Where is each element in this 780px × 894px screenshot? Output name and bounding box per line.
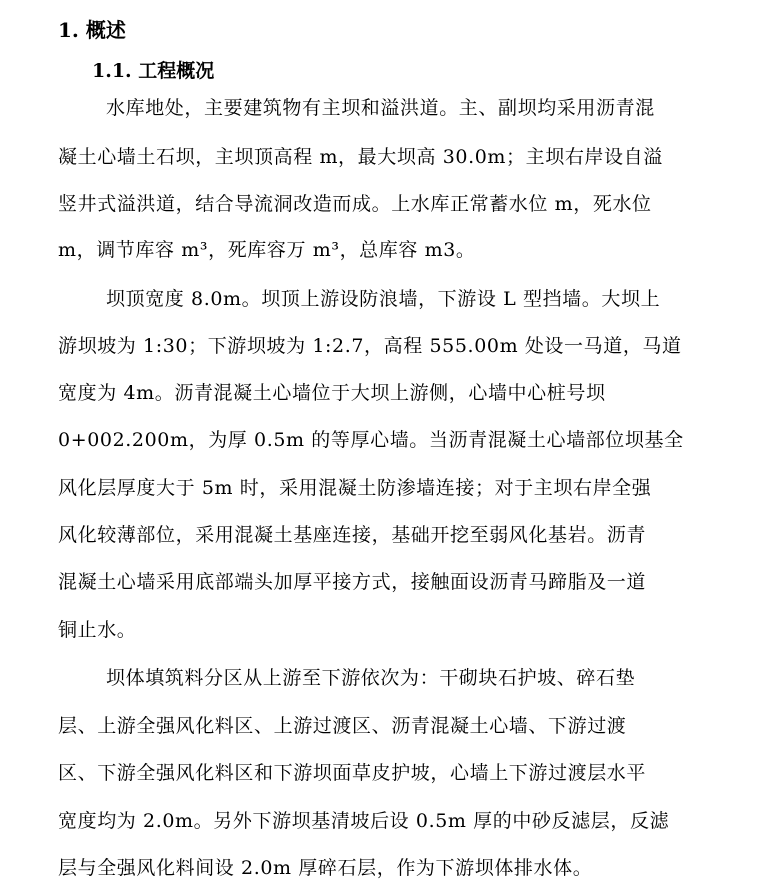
paragraph-line: 宽度为 4m。沥青混凝土心墙位于大坝上游侧，心墙中心桩号坝 xyxy=(58,382,606,404)
paragraph-line: 区、下游全强风化料区和下游坝面草皮护坡，心墙上下游过渡层水平 xyxy=(58,762,647,784)
paragraph-line: 层、上游全强风化料区、上游过渡区、沥青混凝土心墙、下游过渡 xyxy=(58,715,627,737)
paragraph-line: 风化较薄部位，采用混凝土基座连接，基础开挖至弱风化基岩。沥青 xyxy=(58,524,647,546)
paragraph-line: 宽度均为 2.0m。另外下游坝基清坡后设 0.5m 厚的中砂反滤层，反滤 xyxy=(58,810,670,832)
paragraph-line: 风化层厚度大于 5m 时，采用混凝土防渗墙连接；对于主坝右岸全强 xyxy=(58,477,652,499)
paragraph-line: 竖井式溢洪道，结合导流洞改造而成。上水库正常蓄水位 m，死水位 xyxy=(58,193,652,215)
paragraph-line: 游坝坡为 1:30；下游坝坡为 1:2.7，高程 555.00m 处设一马道，马道 xyxy=(58,335,682,357)
paragraph-line: 层与全强风化料间设 2.0m 厚碎石层，作为下游坝体排水体。 xyxy=(58,857,593,879)
paragraph-line: 坝顶宽度 8.0m。坝顶上游设防浪墙，下游设 L 型挡墙。大坝上 xyxy=(106,288,661,310)
paragraph-line: 混凝土心墙采用底部端头加厚平接方式，接触面设沥青马蹄脂及一道 xyxy=(58,571,647,593)
paragraph-line: 凝土心墙土石坝，主坝顶高程 m，最大坝高 30.0m；主坝右岸设自溢 xyxy=(58,146,663,168)
paragraph-line: 坝体填筑料分区从上游至下游依次为：干砌块石护坡、碎石垫 xyxy=(106,667,636,689)
section-heading: 1. 概述 xyxy=(58,18,126,42)
paragraph-line: 铜止水。 xyxy=(58,619,137,641)
paragraph-line: 0+002.200m，为厚 0.5m 的等厚心墙。当沥青混凝土心墙部位坝基全 xyxy=(58,429,684,451)
paragraph-line: 水库地处，主要建筑物有主坝和溢洪道。主、副坝均采用沥青混 xyxy=(106,97,655,119)
paragraph-line: m，调节库容 m³，死库容万 m³，总库容 m3。 xyxy=(58,239,476,261)
subsection-heading: 1.1. 工程概况 xyxy=(92,60,215,82)
